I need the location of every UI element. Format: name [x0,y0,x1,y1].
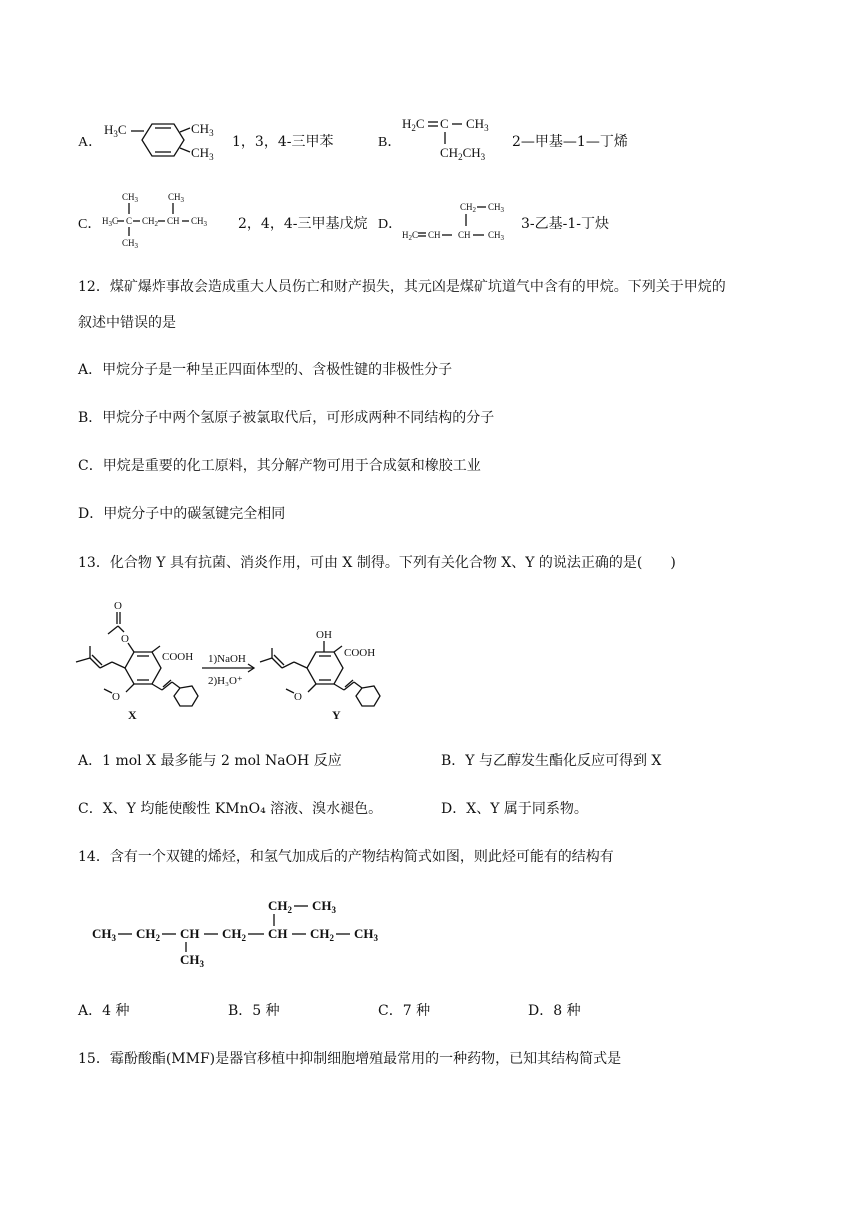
question-13-option-d: D．X、Y 属于同系物。 [441,801,588,817]
question-14-option-c: C．7 种 [378,1003,431,1019]
question-14-stem: 14．含有一个双键的烯烃，和氢气加成后的产物结构简式如图，则此烃可能有的结构有 [78,849,614,865]
question-12-option-c: C．甲烷是重要的化工原料，其分解产物可用于合成氨和橡胶工业 [78,458,481,474]
svg-text:CH3: $CH_3$ [122,238,139,250]
svg-text:H3C: $H_3C$ [104,122,127,139]
reaction-arrow [202,653,254,687]
svg-text:CH3: $CH_3$ [354,926,378,943]
svg-text:C: C [440,116,449,131]
y-oh-label: OH [316,629,332,641]
option-d-name: 3-乙基-1-丁炔 [521,216,610,232]
svg-text:C: C [126,216,133,226]
option-b-letter: B． [378,135,402,150]
structure-trimethylbenzene [104,112,226,168]
reagent-naoh: 1)NaOH [208,653,246,665]
option-a-name: 1，3，4-三甲苯 [232,134,334,150]
svg-text:O: O [112,691,120,703]
structure-alkane-product [92,896,392,970]
question-12-option-b: B．甲烷分子中两个氢原子被氯取代后，可形成两种不同结构的分子 [78,410,495,426]
question-14-option-a: A．4 种 [78,1003,130,1019]
svg-text:CH2CH3: $CH_2CH_3$ [440,145,486,162]
question-13-option-c: C．X、Y 均能使酸性 KMnO₄ 溶液、溴水褪色。 [78,801,383,817]
svg-text:CH3: $CH_3$ [191,121,214,138]
option-b-name: 2—甲基—1—丁烯 [512,134,628,150]
option-d-letter: D． [378,217,403,232]
svg-text:CH3: $CH_3$ [168,192,185,204]
question-12-option-d: D．甲烷分子中的碳氢键完全相同 [78,506,286,522]
svg-text:CH: CH [458,230,471,240]
structure-ethylbutyne [402,194,520,244]
svg-text:O: O [114,600,122,612]
svg-text:H2C: $H_2C$ [402,230,419,242]
svg-text:CH3: $CH_3$ [92,926,116,943]
question-12-option-a: A．甲烷分子是一种呈正四面体型的、含极性键的非极性分子 [78,362,453,378]
reaction-scheme-x-to-y [74,596,414,726]
svg-text:CH2: $CH_2$ [310,926,334,943]
compound-y-label: Y [332,708,341,722]
svg-text:CH2: $CH_2$ [136,926,160,943]
compound-y-structure [260,629,380,722]
svg-text:CH: CH [180,926,200,941]
option-a-letter: A． [78,135,103,150]
svg-text:CH3: $CH_3$ [122,192,139,204]
svg-text:CH3: $CH_3$ [488,202,505,214]
reagent-h3o: 2)H₃O⁺ [208,675,243,687]
svg-text:CH3: $CH_3$ [312,898,336,915]
svg-text:CH: CH [167,216,180,226]
svg-text:CH: CH [268,926,288,941]
question-14-option-b: B．5 种 [228,1003,280,1019]
question-13-option-b: B．Y 与乙醇发生酯化反应可得到 X [441,753,662,769]
svg-text:CH3: $CH_3$ [466,116,489,133]
question-12-stem-line1: 12．煤矿爆炸事故会造成重大人员伤亡和财产损失，其元凶是煤矿坑道气中含有的甲烷。下列关于甲烷的 [78,279,726,295]
question-15-stem: 15．霉酚酸酯(MMF)是器官移植中抑制细胞增殖最常用的一种药物，已知其结构简式是 [78,1051,622,1067]
svg-text:CH: CH [428,230,441,240]
svg-text:CH3: $CH_3$ [180,952,204,969]
svg-text:H3C: $H_3C$ [102,216,119,228]
svg-text:CH3: $CH_3$ [488,230,505,242]
svg-text:CH2: $CH_2$ [268,898,292,915]
compound-x-structure [76,600,198,722]
question-13-stem: 13．化合物 Y 具有抗菌、消炎作用，可由 X 制得。下列有关化合物 X、Y 的说法正确的是( ) [78,555,676,571]
question-13-option-a: A．1 mol X 最多能与 2 mol NaOH 反应 [78,753,342,769]
svg-text:O: O [121,633,129,645]
svg-text:CH2: $CH_2$ [142,216,159,228]
x-cooh-label: COOH [162,651,194,663]
svg-text:CH2: $CH_2$ [222,926,246,943]
svg-text:H2C: $H_2C$ [402,116,425,133]
option-c-name: 2，4，4-三甲基戊烷 [238,216,368,232]
structure-methylbutene [402,110,502,164]
svg-text:CH2: $CH_2$ [460,202,477,214]
structure-trimethylpentane [102,190,230,250]
option-c-letter: C． [78,217,102,232]
svg-text:CH3: $CH_3$ [191,145,214,162]
y-cooh-label: COOH [344,647,376,659]
question-14-option-d: D．8 种 [528,1003,581,1019]
svg-text:CH3: $CH_3$ [191,216,208,228]
svg-text:O: O [294,691,302,703]
question-12-stem-line2: 叙述中错误的是 [78,315,176,331]
compound-x-label: X [128,708,137,722]
